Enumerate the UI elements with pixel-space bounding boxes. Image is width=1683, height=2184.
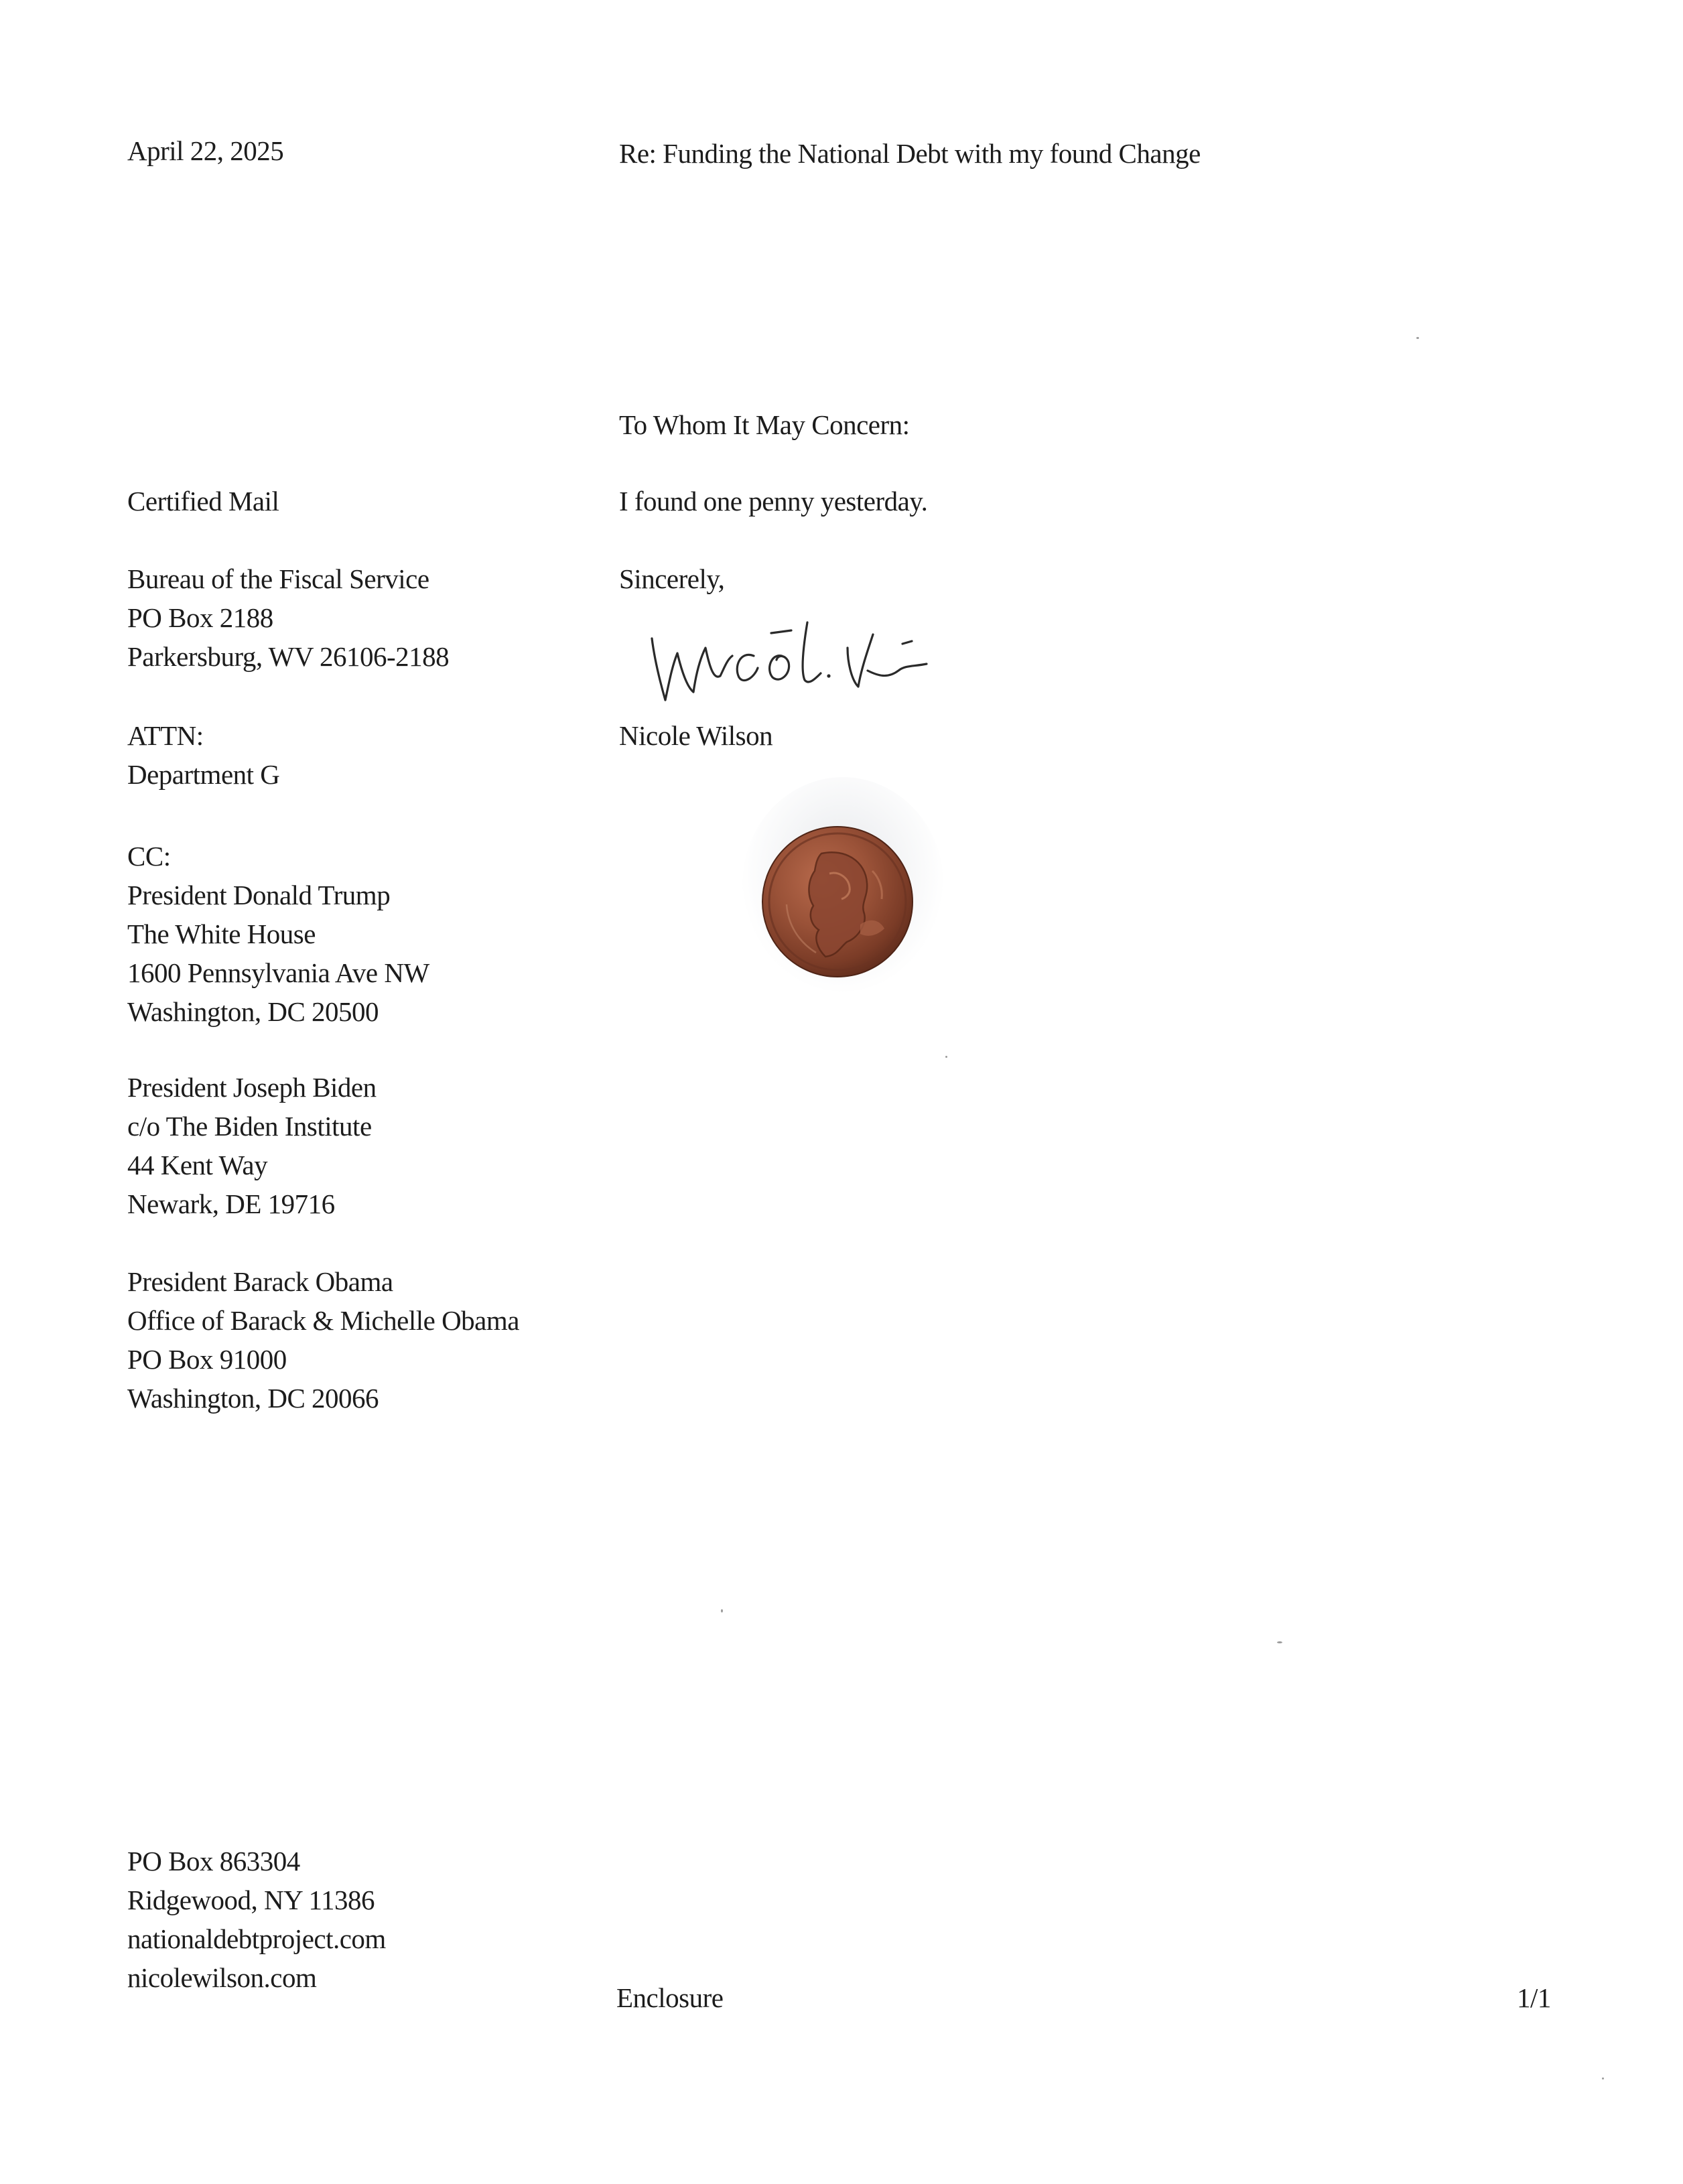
penny-icon: [760, 824, 915, 979]
scan-speck: [1277, 1641, 1282, 1643]
sender-address: [127, 1842, 386, 1997]
cc-trump-name: President Donald Trump: [127, 880, 391, 910]
enclosure-label: Enclosure: [616, 1982, 724, 2013]
cc-biden-street: 44 Kent Way: [127, 1150, 268, 1180]
scan-speck: [1416, 337, 1419, 339]
cc-biden-org: c/o The Biden Institute: [127, 1111, 372, 1142]
cc-trump-city: Washington, DC 20500: [127, 996, 379, 1027]
cc-block: [127, 837, 429, 1031]
subject-line: Re: Funding the National Debt with my found Change: [619, 138, 1201, 169]
salutation: To Whom It May Concern:: [619, 409, 910, 440]
letter-body: I found one penny yesterday.: [619, 486, 928, 517]
signature-image: [640, 606, 935, 713]
cc-biden-name: President Joseph Biden: [127, 1072, 377, 1103]
cc-biden-city: Newark, DE 19716: [127, 1188, 335, 1219]
recipient-city: Parkersburg, WV 26106-2188: [127, 641, 450, 672]
recipient-name: Bureau of the Fiscal Service: [127, 563, 429, 594]
cc-label: CC:: [127, 841, 171, 872]
sender-city: Ridgewood, NY 11386: [127, 1885, 375, 1915]
letter-date: April 22, 2025: [127, 135, 284, 166]
cc-trump-org: The White House: [127, 918, 316, 949]
sender-po-box: PO Box 863304: [127, 1846, 300, 1876]
recipient-address: [127, 559, 449, 676]
closing: Sincerely,: [619, 563, 725, 594]
cc-obama-org: Office of Barack & Michelle Obama: [127, 1305, 519, 1336]
cc-obama-po-box: PO Box 91000: [127, 1344, 287, 1375]
cc-obama-name: President Barack Obama: [127, 1266, 393, 1297]
cc-obama-address: [127, 1262, 519, 1418]
attn-department: Department G: [127, 759, 280, 790]
cc-biden-address: [127, 1068, 377, 1223]
recipient-po-box: PO Box 2188: [127, 602, 273, 633]
cc-obama-city: Washington, DC 20066: [127, 1383, 379, 1414]
delivery-method: Certified Mail: [127, 486, 279, 517]
signer-name: Nicole Wilson: [619, 720, 773, 751]
attn-block: [127, 716, 279, 794]
scan-speck: [1602, 2077, 1604, 2079]
cc-trump-street: 1600 Pennsylvania Ave NW: [127, 957, 429, 988]
sender-website-2: nicolewilson.com: [127, 1962, 317, 1993]
scan-speck: [945, 1056, 947, 1058]
attn-label: ATTN:: [127, 720, 204, 751]
page-number: 1/1: [1517, 1982, 1551, 2013]
scan-speck: [721, 1609, 723, 1613]
sender-website-1: nationaldebtproject.com: [127, 1923, 386, 1954]
